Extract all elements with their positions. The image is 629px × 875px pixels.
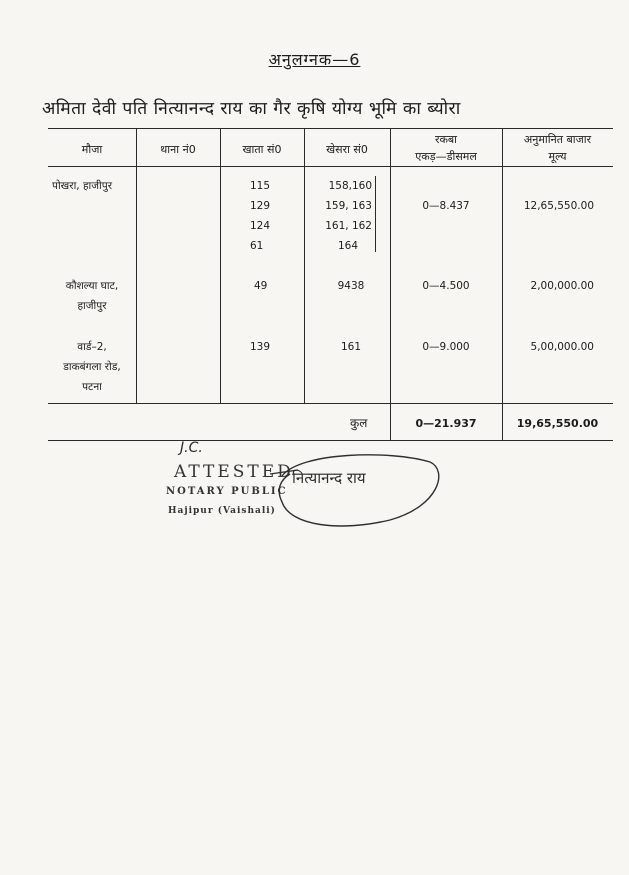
mauza-line: पटना bbox=[82, 381, 102, 393]
row1-value: 12,65,550.00 bbox=[523, 200, 594, 212]
total-label: कुल bbox=[350, 416, 368, 430]
total-area: 0—21.937 bbox=[415, 417, 477, 430]
header-value bbox=[502, 132, 613, 164]
mauza-line: वार्ड–2, bbox=[77, 341, 107, 353]
khesra-value: 164 bbox=[338, 240, 359, 252]
khata-value: 61 bbox=[250, 240, 264, 252]
row3-area: 0—9.000 bbox=[422, 341, 470, 353]
signature-loop bbox=[270, 446, 450, 536]
row1-khata bbox=[250, 176, 270, 256]
header-khesra: खेसरा सं0 bbox=[326, 143, 368, 156]
signature-text: नित्यानन्द राय bbox=[292, 469, 366, 487]
row1-mauza: पोखरा, हाजीपुर bbox=[52, 180, 113, 192]
header-area bbox=[390, 132, 502, 164]
khata-value: 115 bbox=[250, 180, 271, 192]
row2-mauza bbox=[48, 276, 136, 316]
column-divider bbox=[304, 128, 305, 403]
table-bottom-rule bbox=[48, 440, 613, 441]
row1-area: 0—8.437 bbox=[422, 200, 470, 212]
row1-khesra bbox=[322, 176, 372, 256]
khesra-value: 161, 162 bbox=[325, 220, 372, 232]
khata-value: 129 bbox=[250, 200, 271, 212]
khesra-value: 158,160 bbox=[328, 180, 372, 192]
body-bottom-rule bbox=[48, 403, 613, 404]
row2-khesra: 9438 bbox=[337, 280, 365, 292]
column-divider bbox=[220, 128, 221, 403]
row3-value: 5,00,000.00 bbox=[530, 341, 594, 353]
header-khata: खाता सं0 bbox=[242, 143, 282, 156]
row3-khata: 139 bbox=[250, 341, 271, 353]
header-thana: थाना नं0 bbox=[160, 143, 196, 156]
khata-value: 124 bbox=[250, 220, 271, 232]
header-value-line2: मूल्य bbox=[548, 150, 567, 163]
khesra-value: 159, 163 bbox=[325, 200, 372, 212]
annexure-title: अनुलग्नक—6 bbox=[268, 50, 361, 69]
mauza-line: डाकबंगला रोड, bbox=[63, 361, 121, 373]
header-mauza: मौजा bbox=[81, 143, 103, 156]
column-divider bbox=[136, 128, 137, 403]
mauza-line: हाजीपुर bbox=[77, 300, 107, 312]
notary-initials: J.C. bbox=[180, 440, 203, 456]
row2-area: 0—4.500 bbox=[422, 280, 470, 292]
header-value-line1: अनुमानित बाजार bbox=[523, 133, 592, 146]
total-value: 19,65,550.00 bbox=[516, 417, 599, 430]
notary-public-stamp: NOTARY PUBLIC bbox=[166, 486, 288, 497]
header-area-line2: एकड़—डीसमल bbox=[415, 150, 477, 163]
notary-location-stamp: Hajipur (Vaishali) bbox=[168, 506, 276, 516]
attested-stamp: ATTESTED bbox=[174, 462, 294, 482]
row2-value: 2,00,000.00 bbox=[530, 280, 594, 292]
khesra-bracket bbox=[375, 176, 376, 252]
row3-khesra: 161 bbox=[340, 341, 362, 353]
table-top-rule bbox=[48, 128, 613, 129]
mauza-line: कौशल्या घाट, bbox=[65, 280, 119, 292]
header-area-line1: रकबा bbox=[434, 133, 458, 146]
row3-mauza bbox=[48, 337, 136, 397]
document-heading: अमिता देवी पति नित्यानन्द राय का गैर कृषि योग्य भूमि का ब्योरा bbox=[42, 99, 461, 119]
row2-khata: 49 bbox=[254, 280, 268, 292]
header-bottom-rule bbox=[48, 166, 613, 167]
